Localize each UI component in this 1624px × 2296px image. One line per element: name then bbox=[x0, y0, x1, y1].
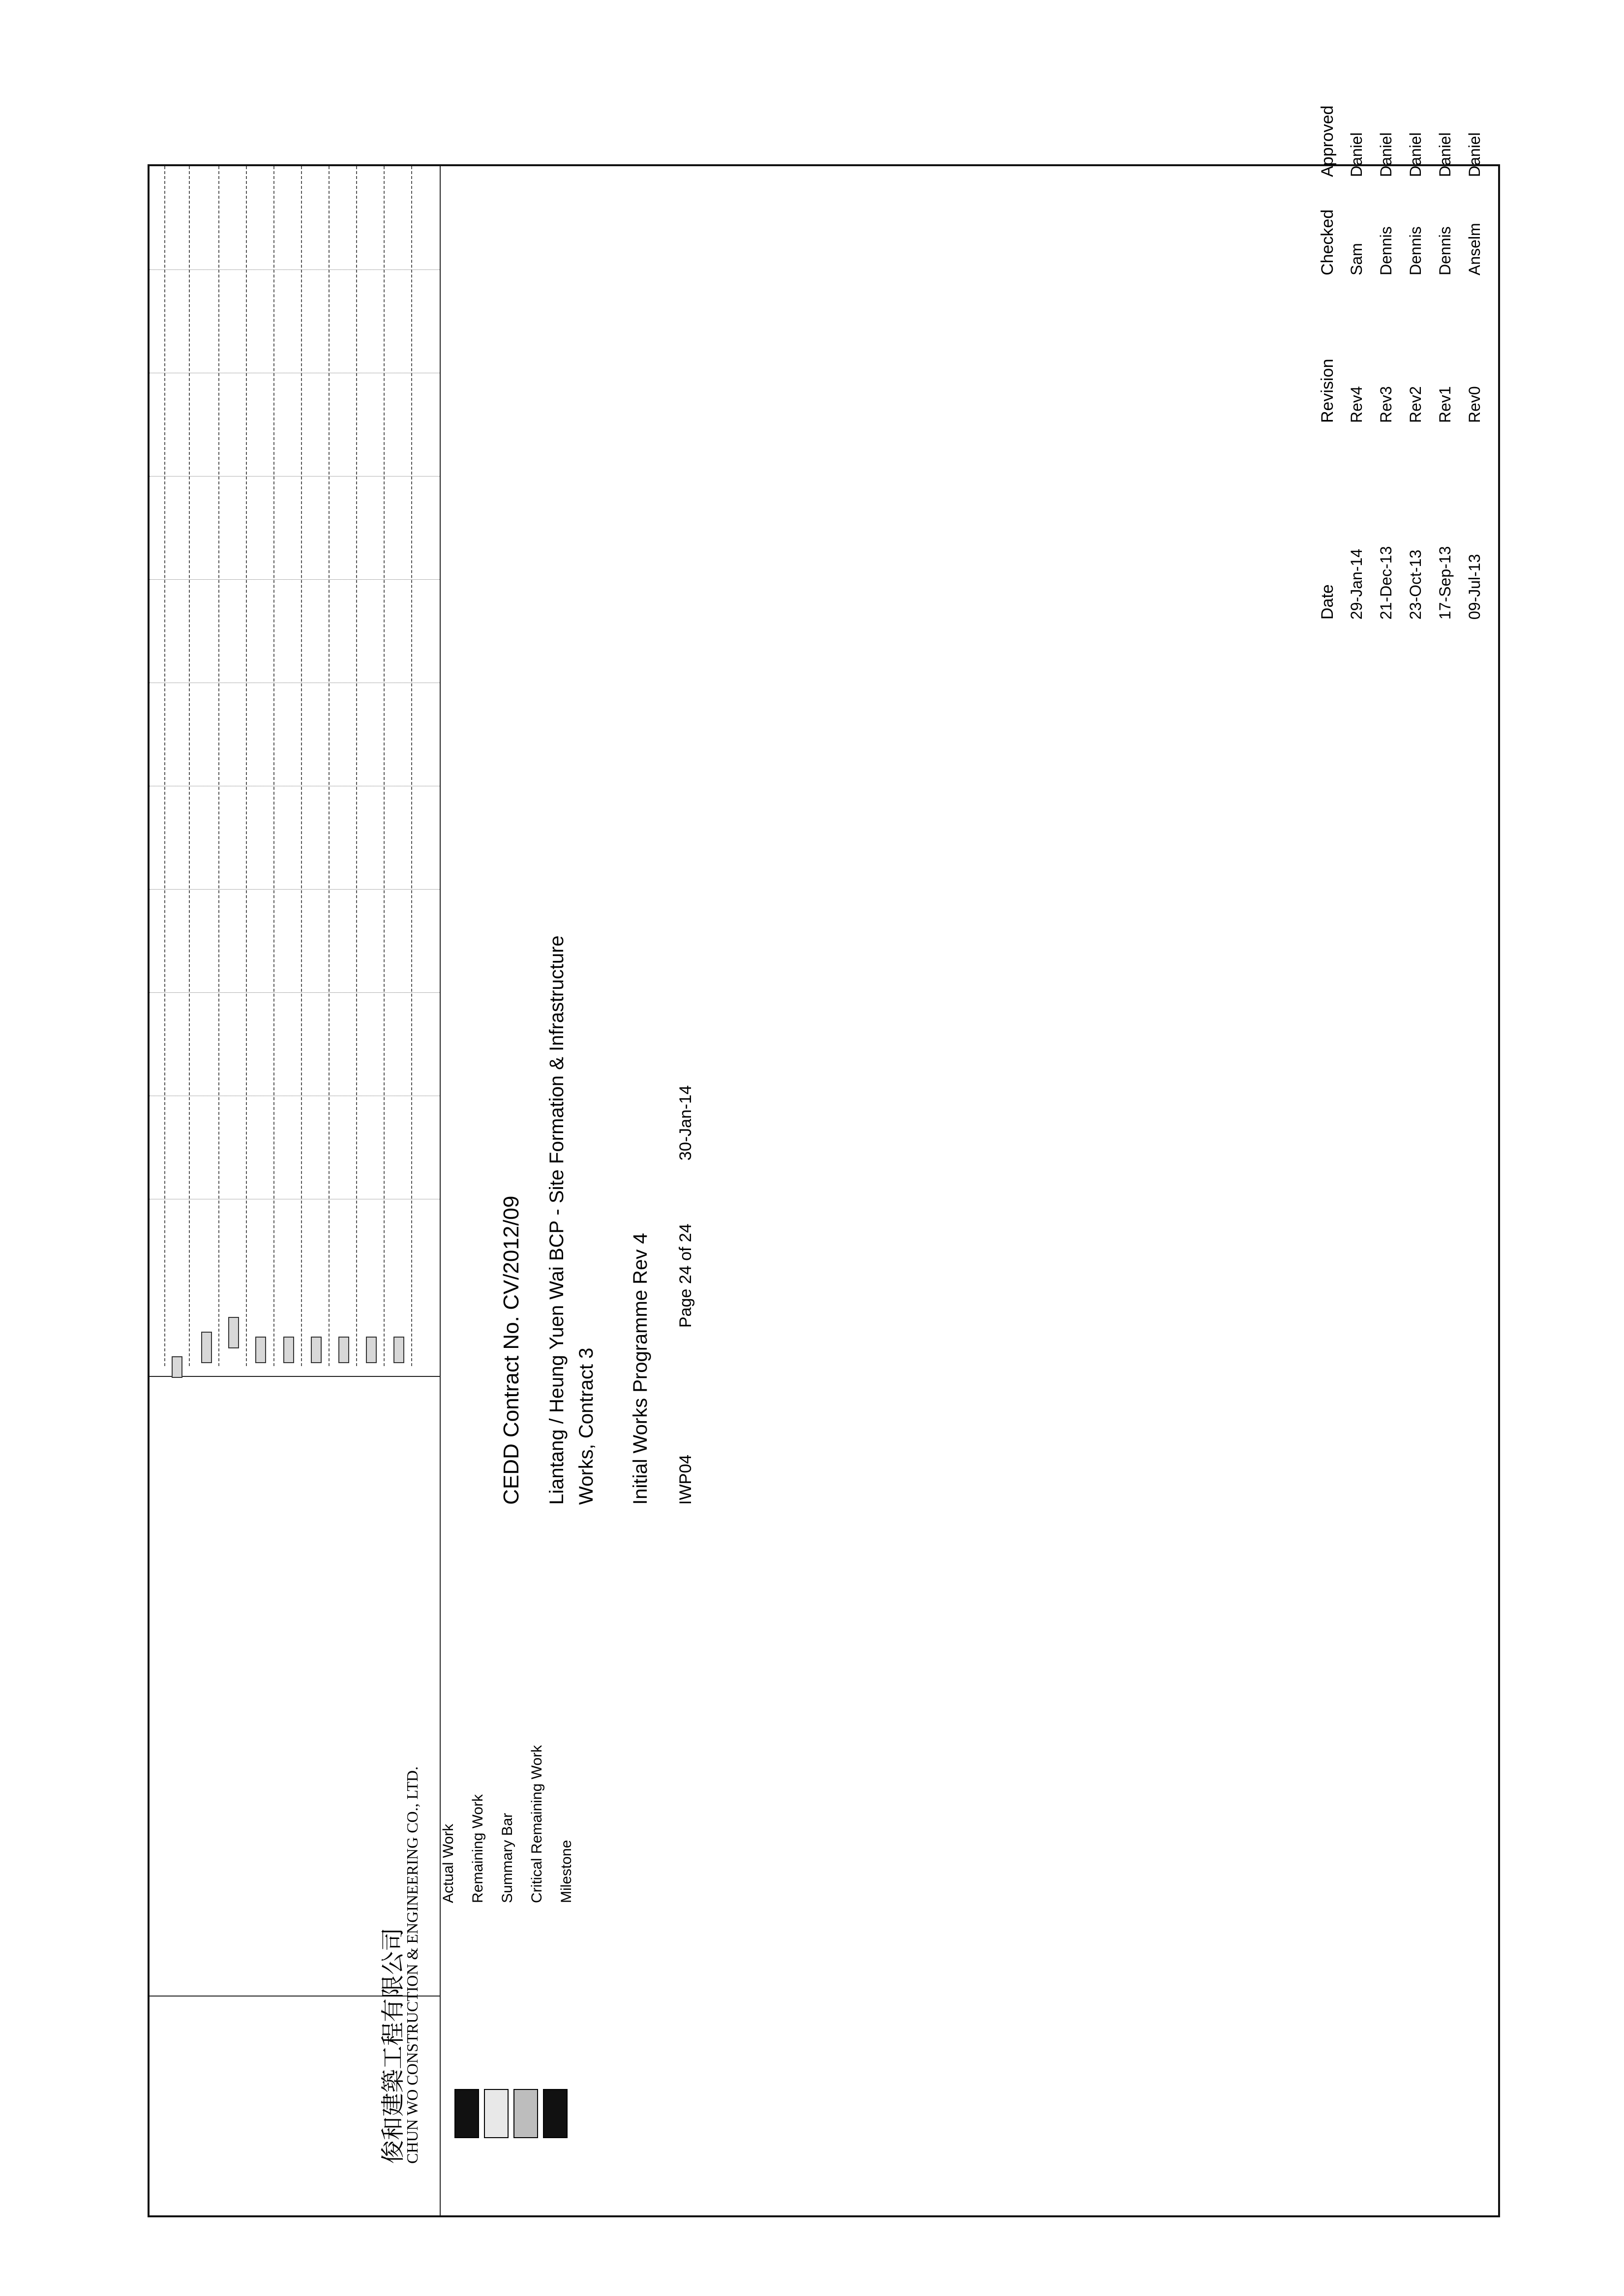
project-title-line2: Works, Contract 3 bbox=[575, 1347, 597, 1505]
page-number: Page 24 of 24 bbox=[676, 1223, 695, 1328]
contract-number: CEDD Contract No. CV/2012/09 bbox=[499, 1195, 523, 1505]
rev-header-checked: Checked bbox=[1318, 209, 1337, 275]
rev-row-date: 21-Dec-13 bbox=[1377, 546, 1395, 620]
gantt-bar bbox=[228, 1317, 239, 1348]
gantt-bar bbox=[255, 1337, 266, 1363]
legend-milestone-label: Milestone bbox=[558, 1840, 574, 1903]
rev-row-approved: Daniel bbox=[1436, 132, 1454, 177]
gantt-bar bbox=[283, 1337, 294, 1363]
gantt-bar bbox=[366, 1337, 377, 1363]
programme-title: Initial Works Programme Rev 4 bbox=[630, 1233, 651, 1505]
rev-header-revision: Revision bbox=[1318, 358, 1337, 423]
gantt-bar bbox=[311, 1337, 322, 1363]
critical-work-swatch bbox=[543, 2089, 568, 2138]
company-name-en: CHUN WO CONSTRUCTION & ENGINEERING CO., LTD. bbox=[403, 1766, 421, 2164]
legend-summary-label: Summary Bar bbox=[499, 1813, 515, 1903]
rev-row-date: 09-Jul-13 bbox=[1466, 554, 1483, 620]
rev-row-checked: Dennis bbox=[1407, 226, 1424, 275]
rev-row-date: 23-Oct-13 bbox=[1407, 549, 1424, 620]
rev-row-revision: Rev1 bbox=[1436, 386, 1454, 423]
summary-bar-swatch bbox=[513, 2089, 538, 2138]
company-name-cn: 俊和建築工程有限公司 bbox=[379, 1927, 407, 2164]
legend-critical-label: Critical Remaining Work bbox=[529, 1745, 545, 1903]
drawing-sheet bbox=[148, 164, 1500, 2217]
gantt-region bbox=[150, 166, 1498, 1376]
rev-row-revision: Rev4 bbox=[1348, 386, 1365, 423]
drawing-code: IWP04 bbox=[676, 1454, 695, 1505]
rev-header-approved: Approved bbox=[1318, 105, 1337, 177]
rev-row-approved: Daniel bbox=[1348, 132, 1365, 177]
rev-row-approved: Daniel bbox=[1377, 132, 1395, 177]
gantt-bar bbox=[201, 1332, 212, 1363]
project-title-line1: Liantang / Heung Yuen Wai BCP - Site Formation & Infrastructure bbox=[546, 935, 568, 1505]
gantt-bar bbox=[393, 1337, 404, 1363]
rev-row-checked: Dennis bbox=[1436, 226, 1454, 275]
rev-row-revision: Rev3 bbox=[1377, 386, 1395, 423]
gantt-bar bbox=[172, 1356, 182, 1378]
rev-row-checked: Anselm bbox=[1466, 223, 1483, 275]
rev-row-approved: Daniel bbox=[1407, 132, 1424, 177]
print-date: 30-Jan-14 bbox=[676, 1085, 695, 1161]
rev-row-revision: Rev0 bbox=[1466, 386, 1483, 423]
rev-row-checked: Sam bbox=[1348, 243, 1365, 275]
rev-row-revision: Rev2 bbox=[1407, 386, 1424, 423]
rev-row-approved: Daniel bbox=[1466, 132, 1483, 177]
rev-row-date: 17-Sep-13 bbox=[1436, 546, 1454, 620]
rev-header-date: Date bbox=[1318, 584, 1337, 620]
rev-row-date: 29-Jan-14 bbox=[1348, 548, 1365, 620]
remaining-work-swatch bbox=[484, 2089, 509, 2138]
rev-row-checked: Dennis bbox=[1377, 226, 1395, 275]
title-block bbox=[150, 1376, 1498, 2215]
legend-actual-label: Actual Work bbox=[440, 1823, 456, 1903]
actual-work-swatch bbox=[454, 2089, 479, 2138]
legend-remaining-label: Remaining Work bbox=[470, 1794, 486, 1903]
gantt-bar bbox=[338, 1337, 349, 1363]
